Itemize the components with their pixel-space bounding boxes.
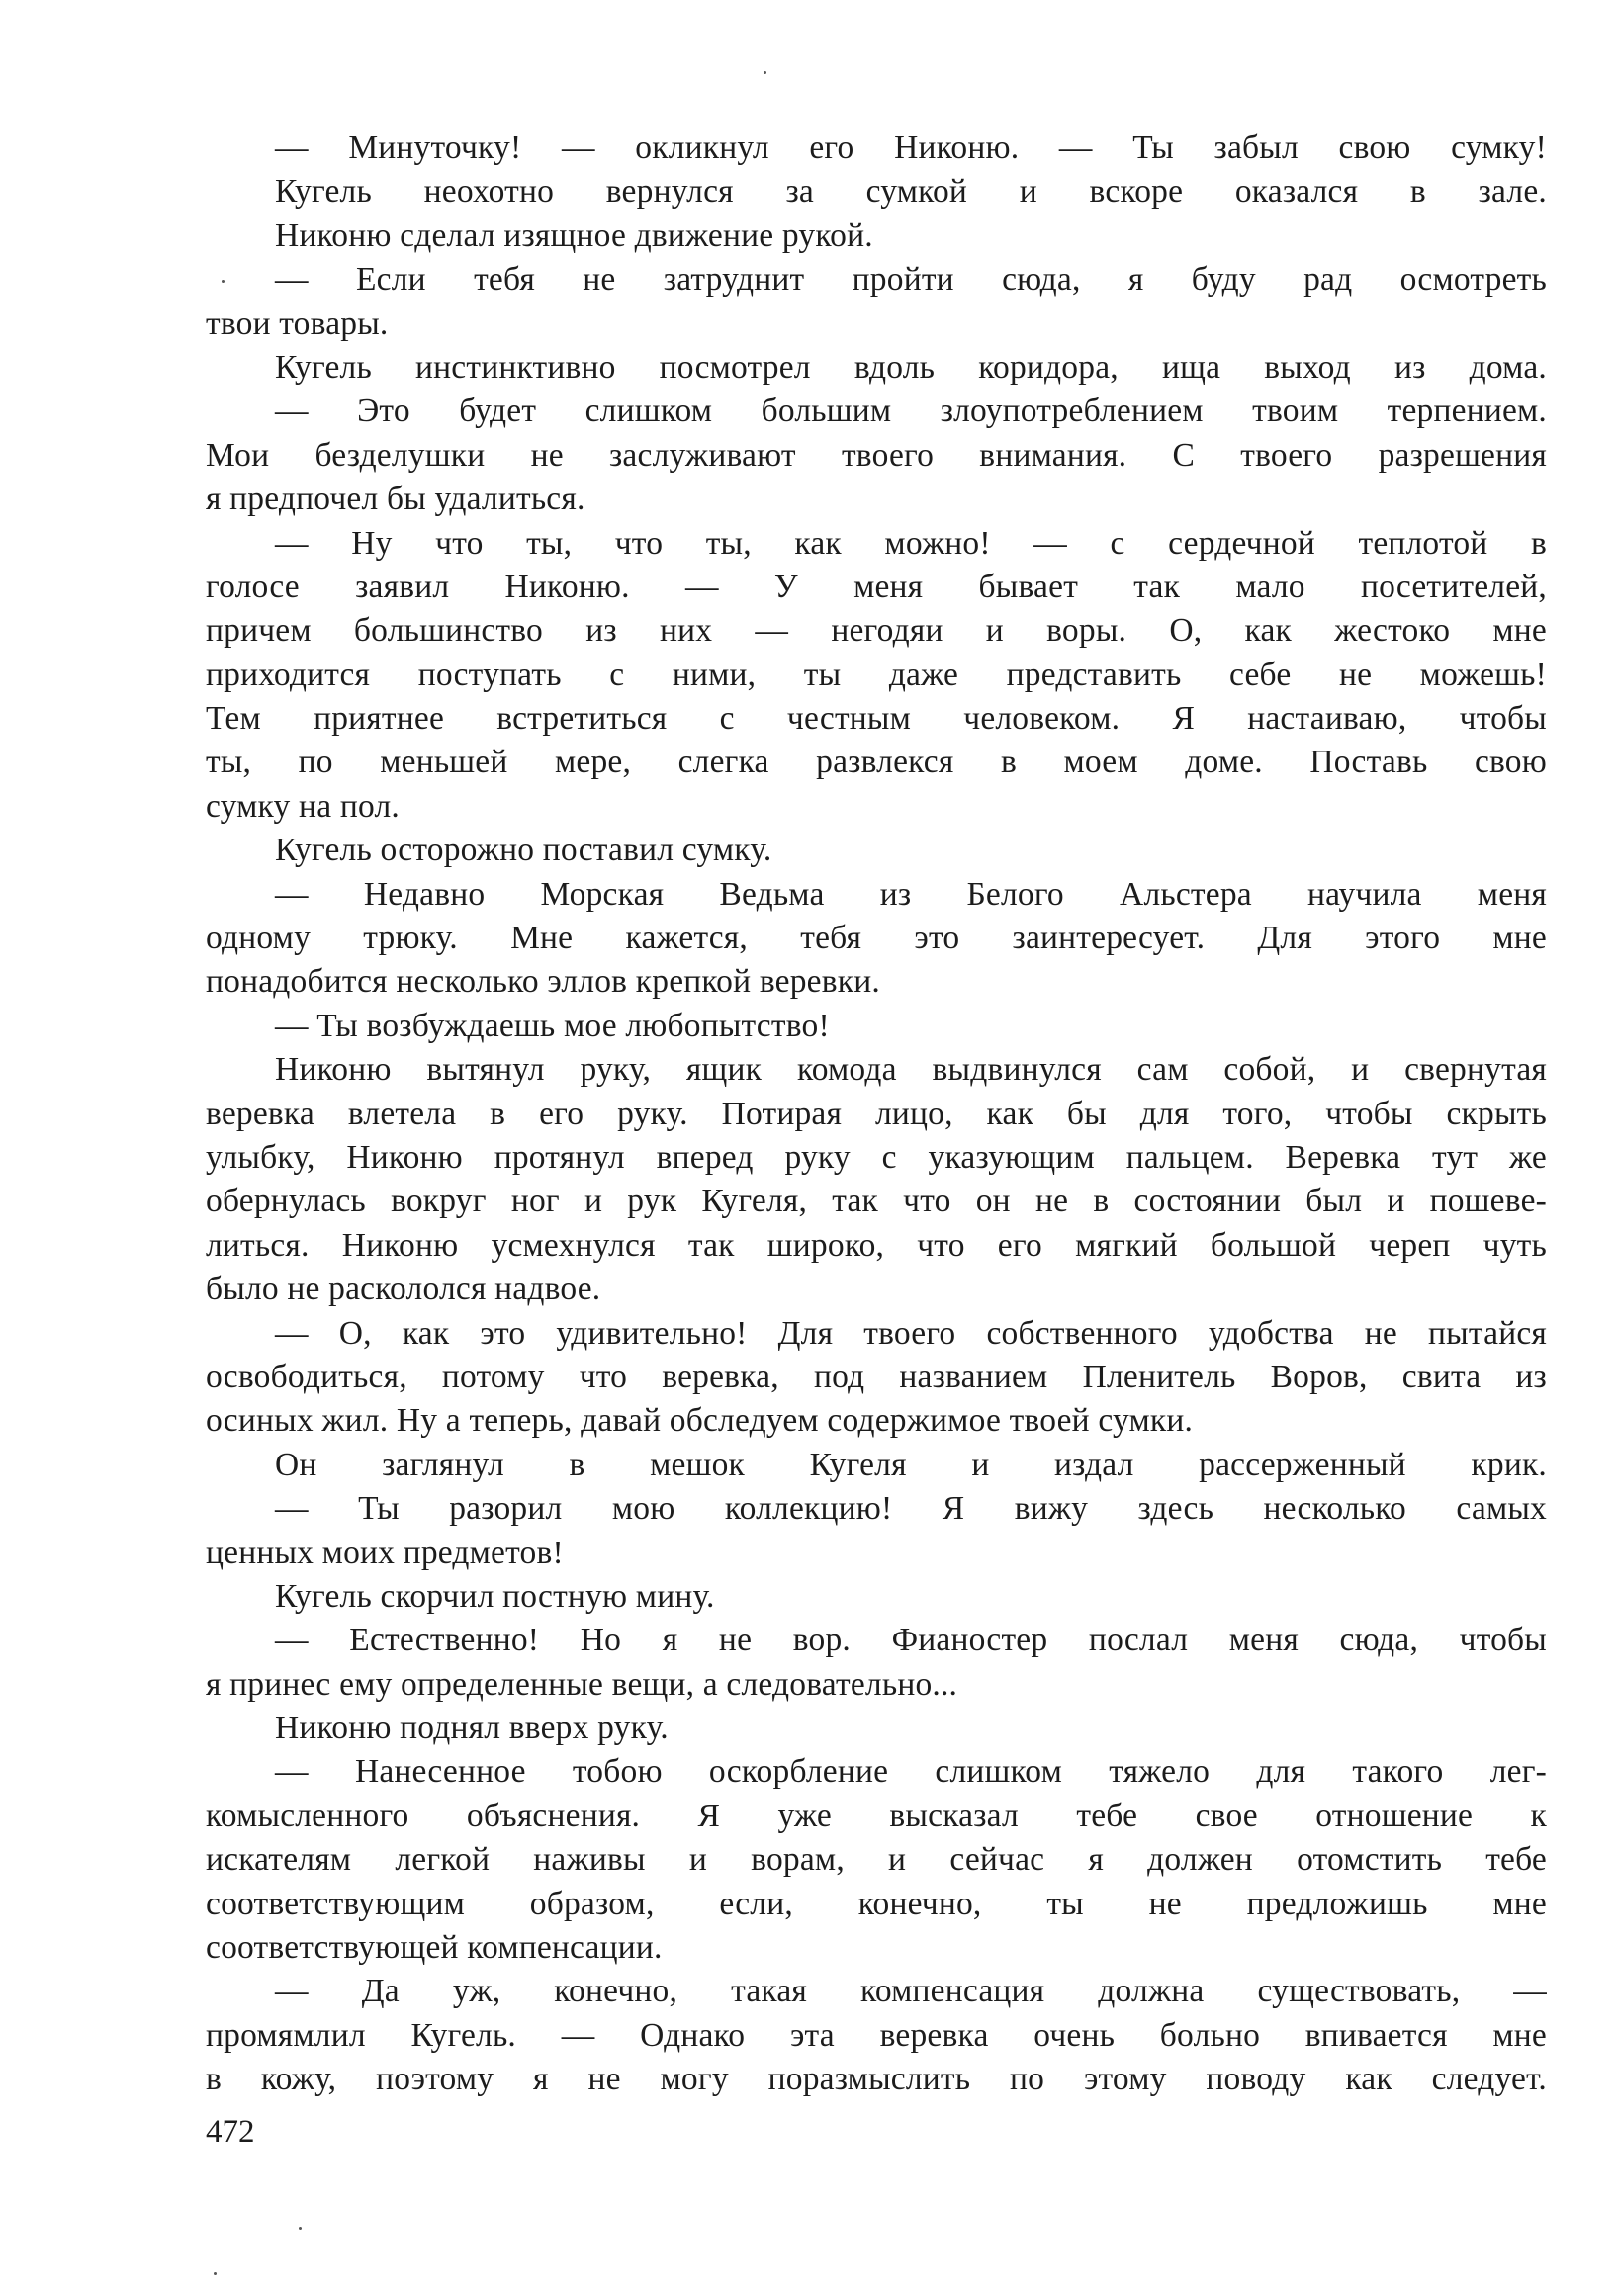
text-line: — Это будет слишком большим злоупотреблением твоим терпением. [275, 393, 1547, 430]
text-line: соответствующей компенсации. [206, 1929, 663, 1967]
text-line: голосе заявил Никоню. — У меня бывает так мало посетителей, [206, 568, 1547, 605]
text-line: Кугель инстинктивно посмотрел вдоль коридора, ища выход из дома. [275, 348, 1547, 386]
text-line: Никоню поднял вверх руку. [275, 1710, 669, 1747]
text-line: — Если тебя не затруднит пройти сюда, я буду рад осмотреть [275, 261, 1547, 299]
scan-speck [214, 2272, 217, 2275]
text-line: — Нанесенное тобою оскорбление слишком тяжело для такого лег- [275, 1753, 1547, 1791]
scan-speck [764, 71, 766, 74]
text-line: ты, по меньшей мере, слегка развлекся в моем доме. Поставь свою [206, 744, 1547, 781]
text-line: — Ты возбуждаешь мое любопытство! [275, 1007, 830, 1044]
text-line: понадобится несколько эллов крепкой веревки. [206, 963, 880, 1001]
text-line: литься. Никоню усмехнулся так широко, что его мягкий большой череп чуть [206, 1226, 1547, 1264]
text-line: — Недавно Морская Ведьма из Белого Альстера научила меня [275, 875, 1547, 913]
text-line: — О, как это удивительно! Для твоего собственного удобства не пытайся [275, 1314, 1547, 1352]
text-line: одному трюку. Мне кажется, тебя это заинтересует. Для этого мне [206, 920, 1547, 957]
text-line: — Ну что ты, что ты, как можно! — с сердечной теплотой в [275, 524, 1547, 562]
page-number: 472 [206, 2114, 255, 2150]
text-line: Никоню сделал изящное движение рукой. [275, 217, 873, 254]
text-line: комысленного объяснения. Я уже высказал тебе свое отношение к [206, 1797, 1547, 1834]
text-line: — Естественно! Но я не вор. Фианостер послал меня сюда, чтобы [275, 1622, 1547, 1659]
text-line: сумку на пол. [206, 787, 400, 825]
text-line: Кугель неохотно вернулся за сумкой и вскоре оказался в зале. [275, 173, 1547, 211]
text-line: Мои безделушки не заслуживают твоего внимания. С твоего разрешения [206, 436, 1547, 474]
text-line: Кугель осторожно поставил сумку. [275, 832, 772, 869]
text-line: веревка влетела в его руку. Потирая лицо, как бы для того, чтобы скрыть [206, 1095, 1547, 1132]
text-line: обернулась вокруг ног и рук Кугеля, так что он не в состоянии был и пошеве- [206, 1183, 1547, 1220]
text-line: искателям легкой наживы и ворам, и сейчас я должен отомстить тебе [206, 1841, 1547, 1879]
text-line: осиных жил. Ну а теперь, давай обследуем содержимое твоей сумки. [206, 1402, 1194, 1440]
text-line: было не раскололся надвое. [206, 1271, 601, 1308]
text-line: освободиться, потому что веревка, под названием Пленитель Воров, свита из [206, 1358, 1547, 1395]
text-line: Никоню вытянул руку, ящик комода выдвинулся сам собой, и свернутая [275, 1051, 1547, 1089]
text-line: Он заглянул в мешок Кугеля и издал рассерженный крик. [275, 1446, 1547, 1483]
text-line: твои товары. [206, 305, 389, 342]
text-line: — Минуточку! — окликнул его Никоню. — Ты забыл свою сумку! [275, 130, 1547, 166]
text-line: Тем приятнее встретиться с честным человеком. Я настаиваю, чтобы [206, 700, 1547, 738]
text-line: промямлил Кугель. — Однако эта веревка очень больно впивается мне [206, 2016, 1547, 2054]
text-line: причем большинство из них — негодяи и воры. О, как жестоко мне [206, 612, 1547, 650]
text-line: соответствующим образом, если, конечно, ты не предложишь мне [206, 1885, 1547, 1922]
text-line: в кожу, поэтому я не могу поразмыслить по этому поводу как следует. [206, 2061, 1547, 2098]
scan-speck [299, 2227, 302, 2230]
text-line: Кугель скорчил постную мину. [275, 1577, 715, 1615]
text-line: ценных моих предметов! [206, 1534, 564, 1571]
page-body-text [206, 127, 1547, 2102]
text-line: — Ты разорил мою коллекцию! Я вижу здесь несколько самых [275, 1490, 1547, 1528]
text-line: приходится поступать с ними, ты даже представить себе не можешь! [206, 656, 1547, 693]
text-line: я предпочел бы удалиться. [206, 481, 585, 518]
text-line: я принес ему определенные вещи, а следовательно... [206, 1665, 958, 1703]
text-line: улыбку, Никоню протянул вперед руку с указующим пальцем. Веревка тут же [206, 1138, 1547, 1176]
text-line: — Да уж, конечно, такая компенсация должна существовать, — [275, 1973, 1547, 2010]
